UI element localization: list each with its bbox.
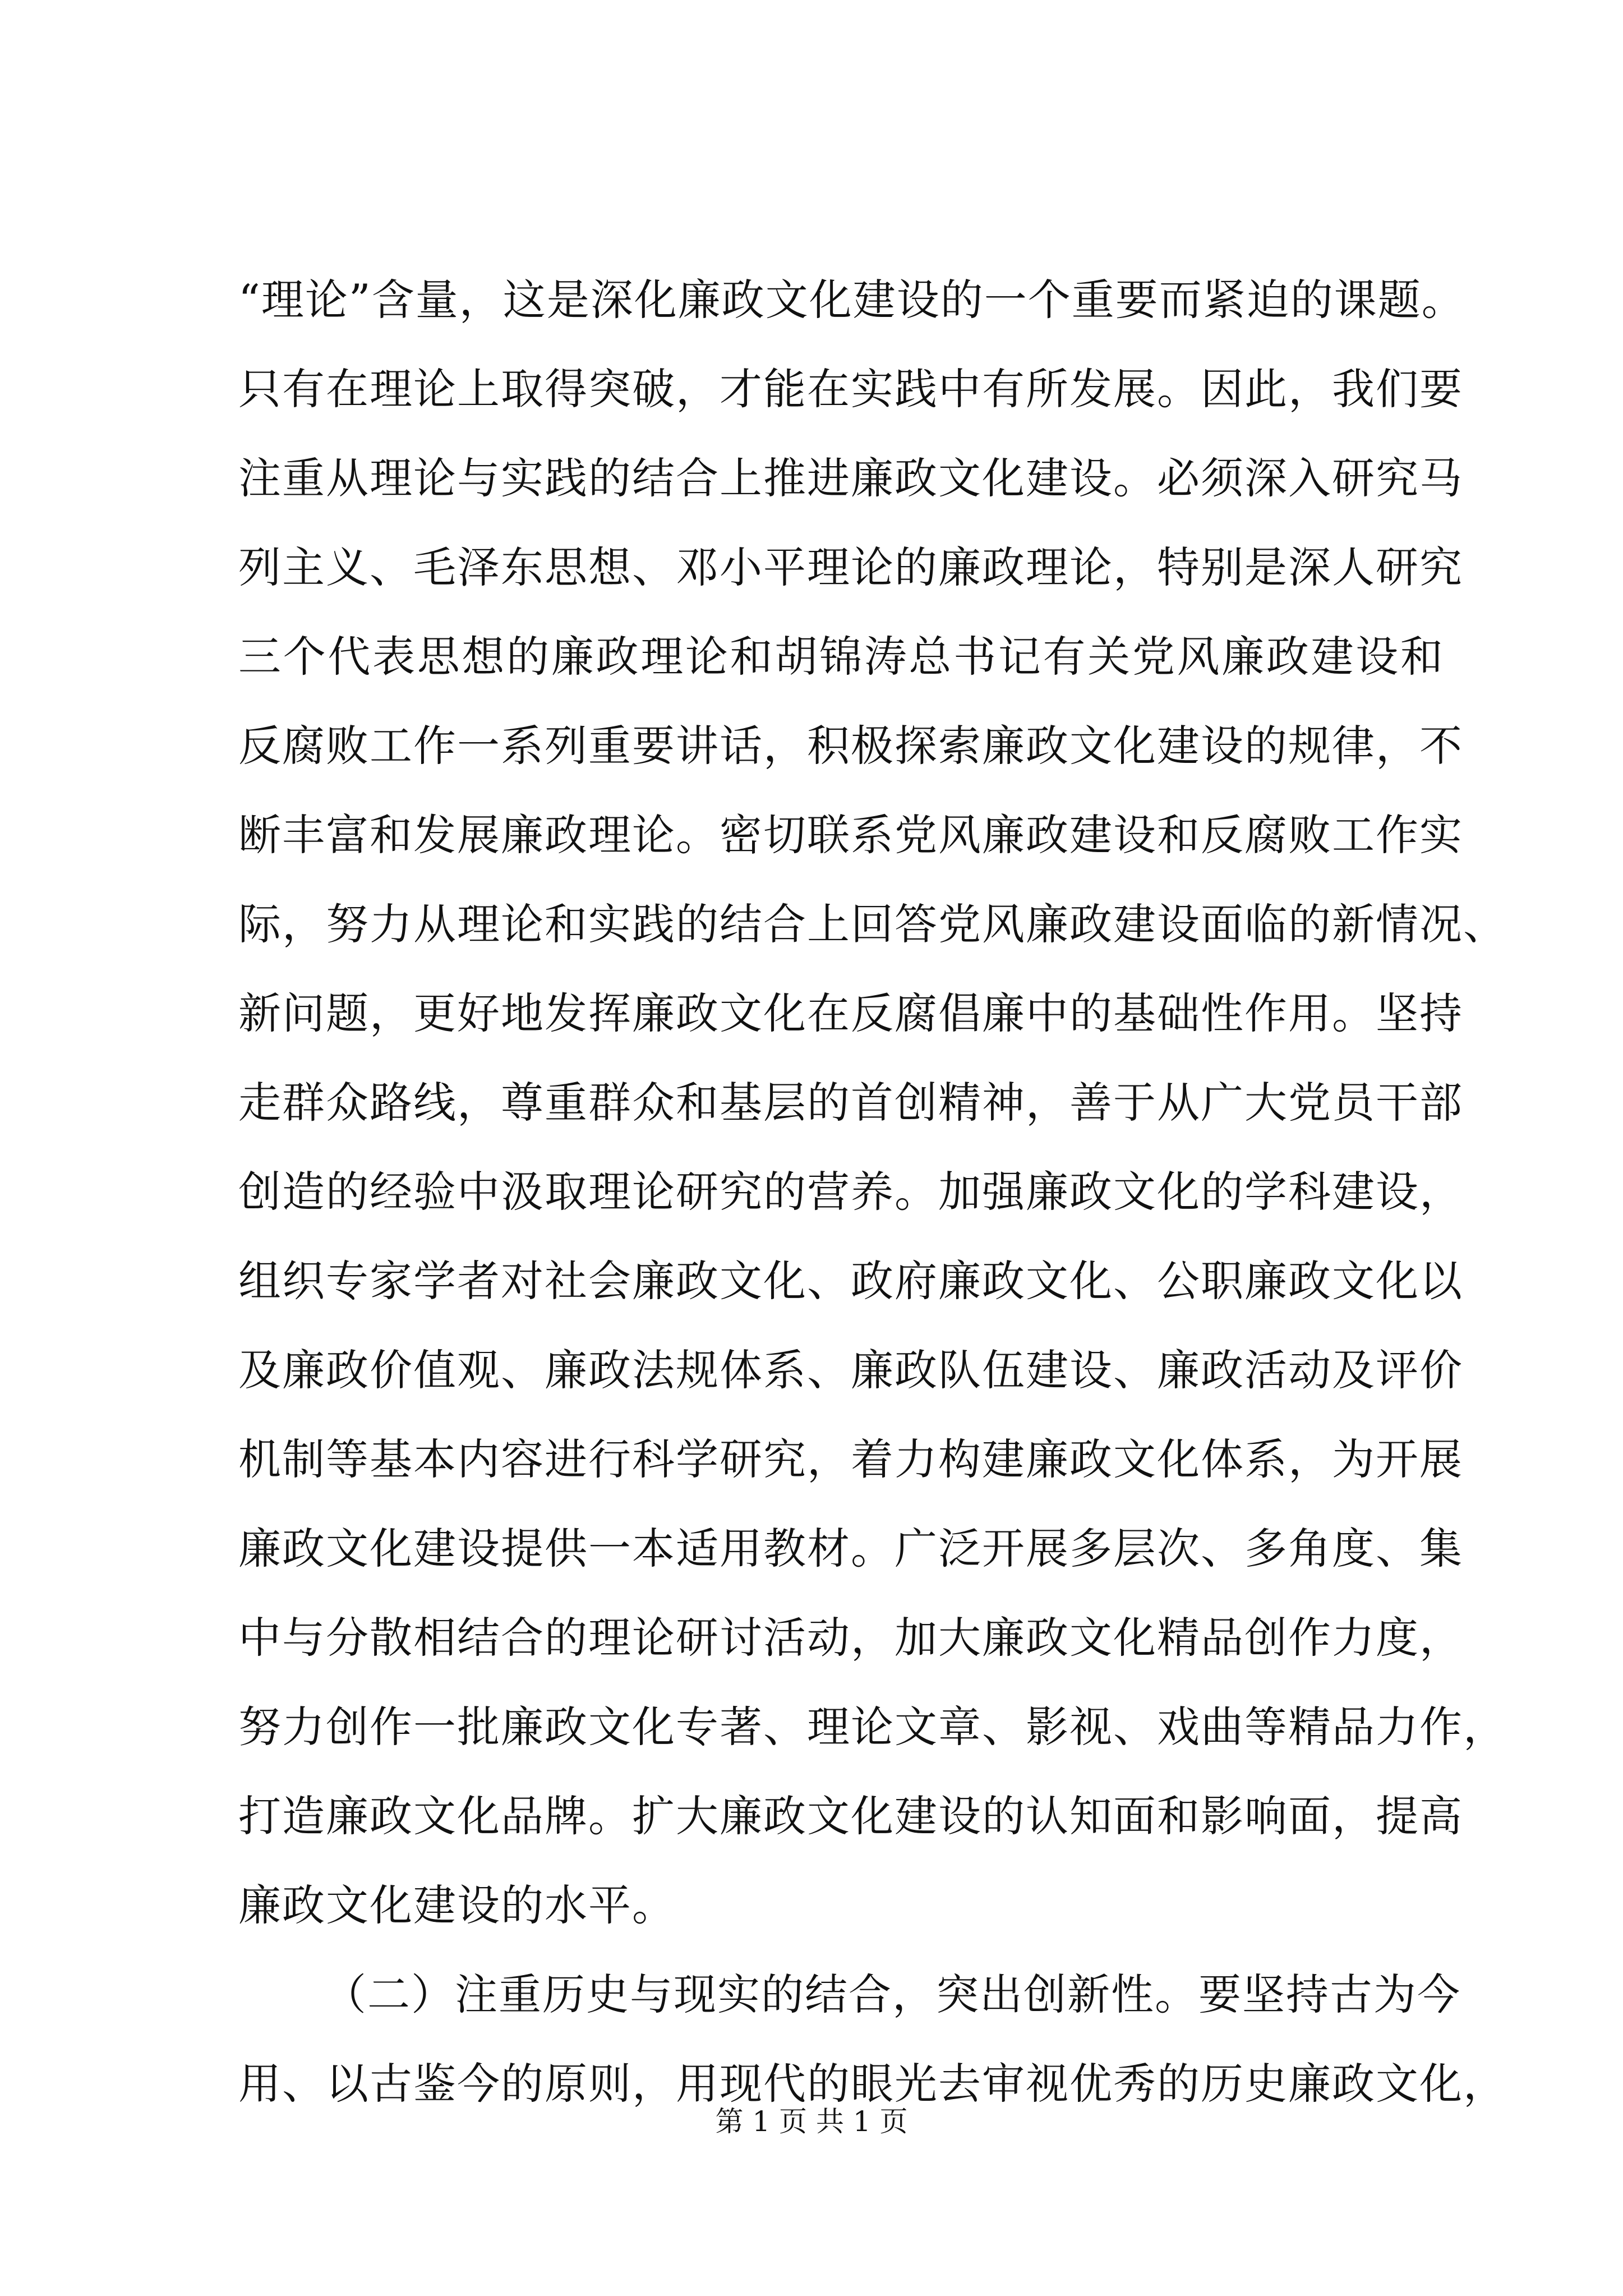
text-line: “理论”含量，这是深化廉政文化建设的一个重要而紧迫的课题。 (238, 275, 1465, 325)
document-body (238, 255, 1507, 2128)
text-line: 断丰富和发展廉政理论。密切联系党风廉政建设和反腐败工作实 (238, 810, 1463, 860)
text-line: 努力创作一批廉政文化专著、理论文章、影视、戏曲等精品力作， (238, 1702, 1507, 1752)
text-line: 中与分散相结合的理论研讨活动，加大廉政文化精品创作力度， (238, 1613, 1463, 1663)
text-line: 只有在理论上取得突破，才能在实践中有所发展。因此，我们要 (238, 364, 1463, 414)
text-line: 反腐败工作一系列重要讲话，积极探索廉政文化建设的规律，不 (238, 721, 1463, 771)
text-line: 及廉政价值观、廉政法规体系、廉政队伍建设、廉政活动及评价 (238, 1345, 1463, 1395)
text-line: 机制等基本内容进行科学研究，着力构建廉政文化体系，为开展 (238, 1434, 1463, 1484)
text-line: 用、以古鉴今的原则，用现代的眼光去审视优秀的历史廉政文化， (238, 2059, 1507, 2109)
text-line: 注重从理论与实践的结合上推进廉政文化建设。必须深入研究马 (238, 453, 1463, 503)
text-line: 打造廉政文化品牌。扩大廉政文化建设的认知面和影响面，提高 (238, 1791, 1463, 1841)
text-line: 列主义、毛泽东思想、邓小平理论的廉政理论，特别是深人研究 (238, 542, 1463, 592)
text-line: 创造的经验中汲取理论研究的营养。加强廉政文化的学科建设， (238, 1167, 1463, 1217)
text-line: 廉政文化建设的水平。 (238, 1880, 676, 1930)
page-footer: 第 1 页 共 1 页 (715, 2105, 908, 2138)
text-line: （二）注重历史与现实的结合，突出创新性。要坚持古为今 (324, 1970, 1461, 2019)
text-line: 新问题，更好地发挥廉政文化在反腐倡廉中的基础性作用。坚持 (238, 988, 1463, 1038)
text-line: 廉政文化建设提供一本适用教材。广泛开展多层次、多角度、集 (238, 1524, 1463, 1573)
paragraph (238, 255, 1507, 1950)
text-line: 三个代表思想的廉政理论和胡锦涛总书记有关党风廉政建设和 (238, 632, 1444, 682)
text-line: 组织专家学者对社会廉政文化、政府廉政文化、公职廉政文化以 (238, 1256, 1463, 1306)
text-line: 走群众路线，尊重群众和基层的首创精神，善于从广大党员干部 (238, 1078, 1463, 1128)
paragraph (238, 1950, 1507, 2128)
text-line: 际，努力从理论和实践的结合上回答党风廉政建设面临的新情况、 (238, 899, 1507, 949)
